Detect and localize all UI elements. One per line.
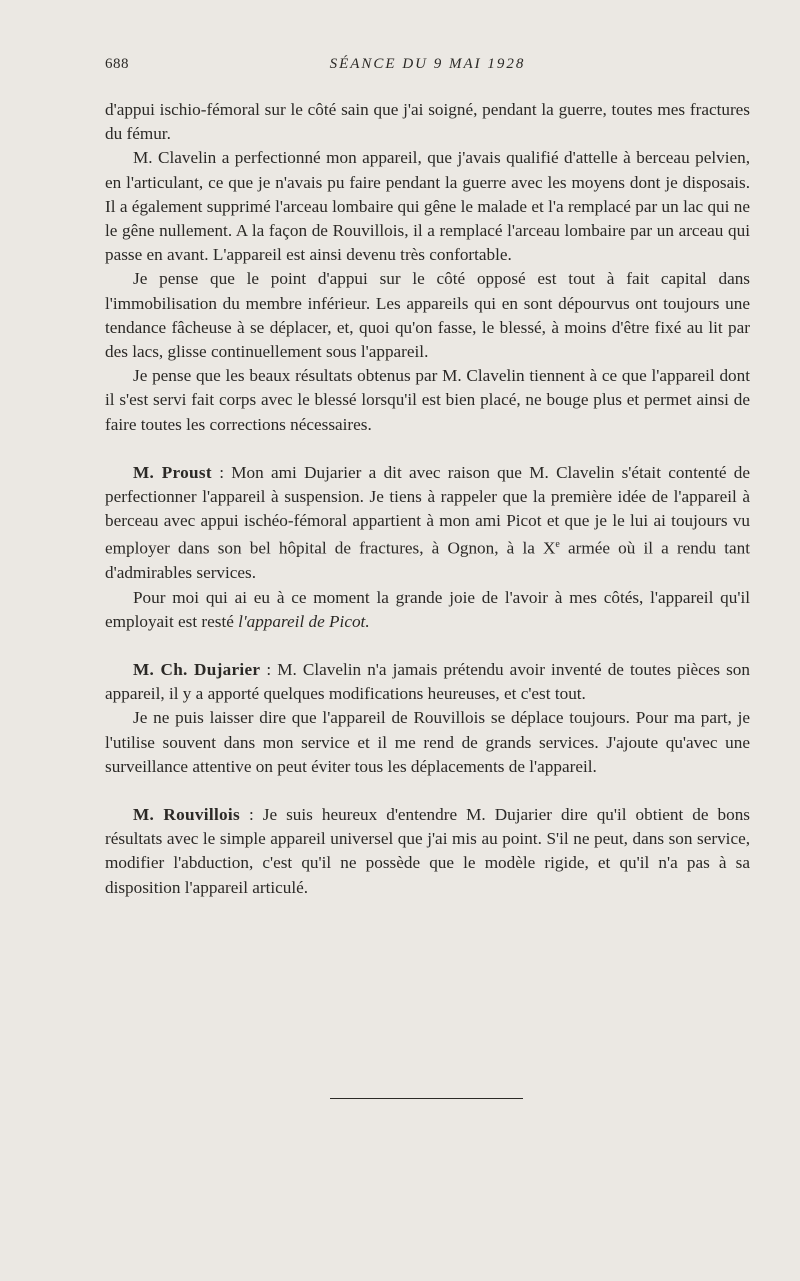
dujarier-text: : M. Clavelin n'a jamais prétendu avoir inventé de toutes pièces son appareil, il y a apporté quelques modifications heureuses, et c'est tout.	[105, 660, 750, 704]
speaker-proust: M. Proust	[133, 462, 212, 482]
paragraph-continuation: d'appui ischio-fémoral sur le côté sain que j'ai soigné, pendant la guerre, toutes mes fractures du fémur.	[105, 100, 750, 144]
paragraph-rouvillois-apparatus: Je ne puis laisser dire que l'appareil de Rouvillois se déplace toujours. Pour ma part, je l'utilise souvent dans mon service et il me rend de grands services. J'ajoute qu'avec une surveillance attentive on peut éviter tous les déplacements de l'appareil.	[105, 708, 750, 776]
running-title: SÉANCE DU 9 MAI 1928	[329, 56, 526, 72]
paragraph-results: Je pense que les beaux résultats obtenus par M. Clavelin tiennent à ce que l'appareil dont il s'est servi fait corps avec le blessé lorsqu'il est bien placé, ne bouge plus et permet ainsi de faire toutes les corrections nécessaires.	[105, 366, 750, 434]
proust-text-end: armée où il a rendu tant d'admirables services.	[105, 539, 750, 583]
speaker-rouvillois: M. Rouvillois	[133, 805, 240, 825]
paragraph-proust	[105, 461, 750, 586]
speaker-dujarier: M. Ch. Dujarier	[133, 660, 261, 679]
page-number: 688	[105, 56, 129, 72]
paragraph-support-point: Je pense que le point d'appui sur le côté opposé est tout à fait capital dans l'immobilisation du membre inférieur. Les appareils qui en sont dépourvus ont toujours une tendance fâcheuse à se déplacer, et, quoi qu'on fasse, le blessé, à moins d'être fixé au lit par des lacs, glisse continuellement sous l'appareil.	[105, 269, 750, 362]
proust-text: : Mon ami Dujarier a dit avec raison que M. Clavelin s'était contenté de perfectionner l'appareil à suspension. Je tiens à rappeler que la première idée de l'appareil à berceau avec appui ischéo-fémoral appartient à mon ami Picot et que je le lui ai toujours vu employer dans son bel hôpital de fractures, à Ognon, à la X	[105, 462, 750, 559]
picot-text: Pour moi qui ai eu à ce moment la grande joie de l'avoir à mes côtés, l'appareil qu'il employait est resté	[105, 587, 750, 631]
paragraph-rouvillois	[105, 803, 750, 900]
picot-apparatus-italic: l'appareil de Picot.	[238, 611, 370, 631]
paragraph-dujarier	[105, 658, 750, 706]
body-text	[105, 98, 750, 900]
superscript-e: e	[555, 539, 560, 551]
paragraph-clavelin-apparatus: M. Clavelin a perfectionné mon appareil, que j'avais qualifié d'attelle à berceau pelvien, en l'articulant, ce que je n'avais pu faire pendant la guerre avec les moyens dont je disposais. Il a également supprimé l'arceau lombaire qui gêne le malade et l'a remplacé par un lac qui ne le gêne nullement. A la façon de Rouvillois, il a remplacé l'arceau lombaire par un arceau qui passe en avant. L'appareil est ainsi devenu très confortable.	[105, 148, 750, 265]
page-header	[105, 56, 750, 80]
end-rule-divider	[330, 1098, 523, 1099]
rouvillois-text: : Je suis heureux d'entendre M. Dujarier dire qu'il obtient de bons résultats avec le simple appareil universel que j'ai mis au point. S'il ne peut, dans son service, modifier l'abduction, c'est qu'il ne possède que le modèle rigide, et qu'il n'a pas à sa disposition l'appareil articulé.	[105, 805, 750, 897]
paragraph-picot	[105, 586, 750, 634]
